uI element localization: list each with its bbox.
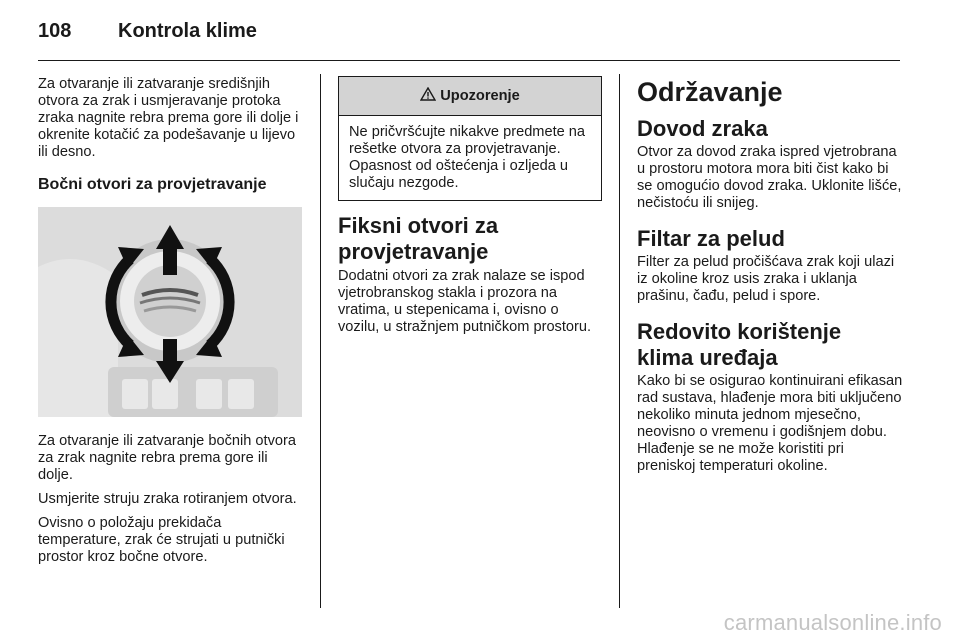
warning-triangle-icon [420,87,436,105]
side-vent-diagram [38,207,302,417]
paragraph: Otvor za dovod zraka ispred vjetrobrana u prostoru motora mora biti čist kako bi se omogućio dovod zraka. Uklonite lišće, nečistoću ili snijeg. [637,144,902,211]
ac-usage-heading: Redovito korištenje klima uređaja [637,319,842,370]
fixed-vents-heading: Fiksni otvori za provjetravanje [338,213,499,264]
column-left [38,76,304,566]
chapter-title: Kontrola klime [118,20,257,42]
warning-header [339,77,601,116]
paragraph: Dodatni otvori za zrak nalaze se ispod vjetrobranskog stakla i prozora na vratima, u stepenicama i, ovisno o vozilu, u stražnjem putničkom prostoru. [338,268,592,335]
watermark: carmanualsonline.info [723,610,942,635]
intro-paragraph: Za otvaranje ili zatvaranje središnjih otvora za zrak i usmjeravanje protoka zraka nagnite rebra prema gore ili dolje i okrenite kotačić za podešavanje u lijevo ili desno. [38,76,299,160]
column-divider [619,74,620,608]
side-vents-heading: Bočni otvori za provjetravanje [38,176,267,193]
column-divider [320,74,321,608]
side-vent-illustration [38,207,302,417]
dashboard-panel [38,259,118,417]
air-intake-heading: Dovod zraka [637,116,768,141]
paragraph: Za otvaranje ili zatvaranje bočnih otvora za zrak nagnite rebra prema gore ili dolje. [38,433,296,483]
warning-box [338,76,602,201]
pollen-filter-heading: Filtar za pelud [637,226,785,251]
paragraph: Kako bi se osigurao kontinuirani efikasan rad sustava, hlađenje mora biti uključeno nekoliko minuta jednom mjesečno, neovisno o vremenu i godišnjem dobu. Hlađenje se ne može koristiti pri preniskoj temperaturi okoline. [637,373,903,474]
paragraph: Filter za pelud pročišćava zrak koji ulazi iz okoline kroz usis zraka i uklanja prašinu, čađu, pelud i spore. [637,254,895,304]
column-right [637,76,903,475]
page-number: 108 [38,20,72,42]
paragraph: Usmjerite struju zraka rotiranjem otvora. [38,491,297,507]
maintenance-title: Održavanje [637,77,783,107]
warning-text: Ne pričvršćujte nikakve predmete na rešetke otvora za provjetravanje. Opasnost od oštećenja i ozljeda u slučaju nezgode. [349,124,586,191]
paragraph: Ovisno o položaju prekidača temperature, zrak će strujati u putnički prostor kroz bočne otvore. [38,515,285,565]
header-rule [38,60,900,61]
column-middle [338,76,604,336]
warning-title: Upozorenje [440,88,520,104]
